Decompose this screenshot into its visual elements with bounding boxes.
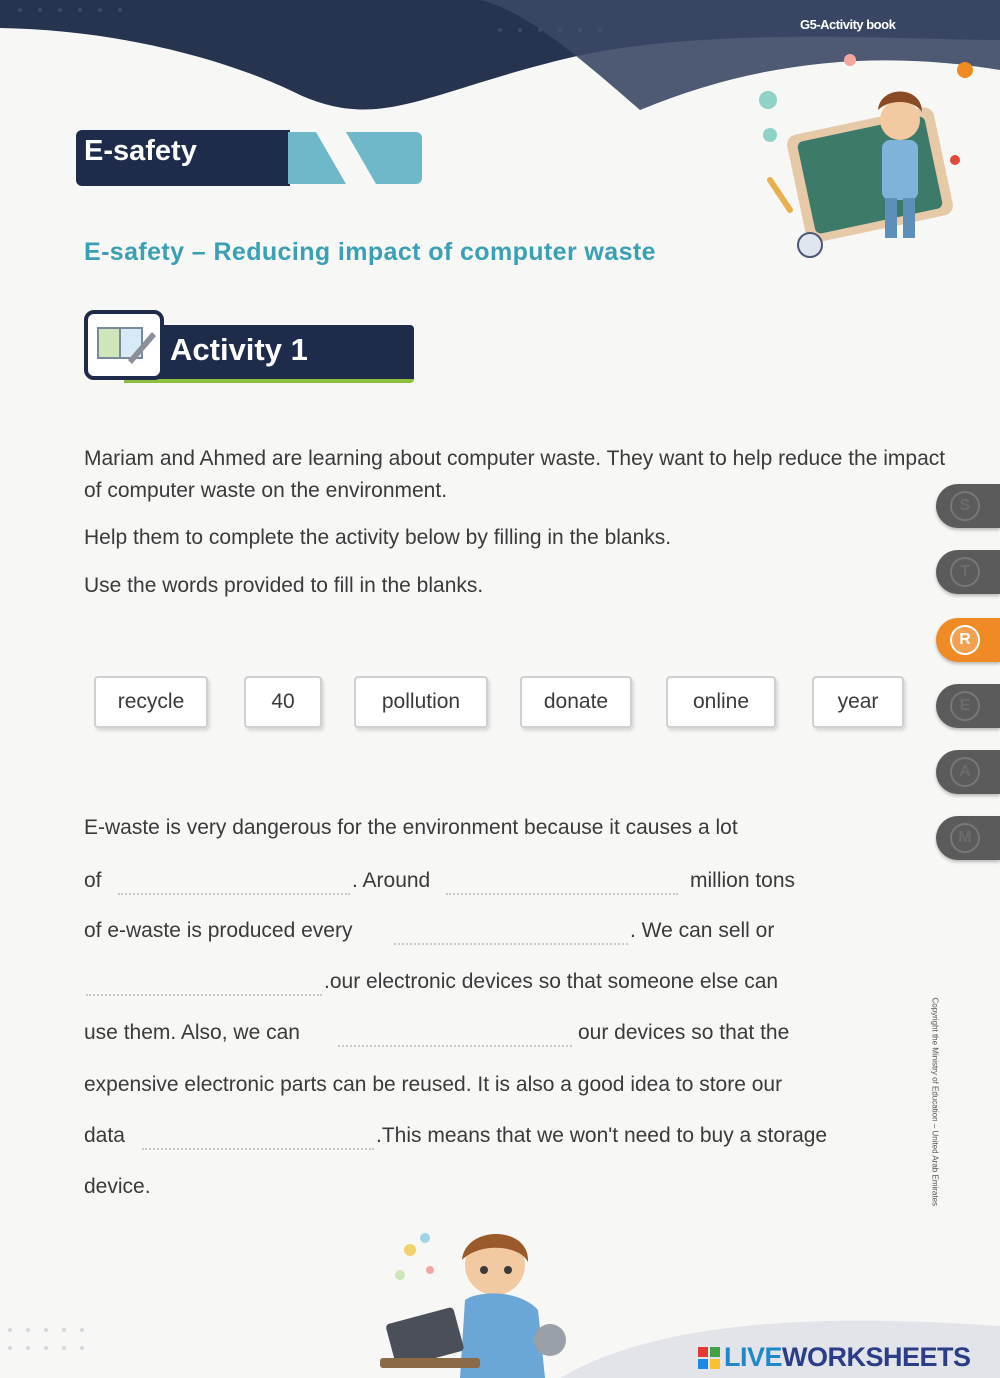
passage-line: E-waste is very dangerous for the environment because it causes a lot — [84, 816, 738, 839]
blank-field[interactable] — [338, 1043, 572, 1047]
notebook-pencil-icon — [84, 310, 164, 380]
tab-t[interactable]: T — [936, 550, 1000, 594]
word-card[interactable]: year — [812, 676, 904, 728]
blank-field[interactable] — [86, 992, 322, 996]
topic-header — [76, 130, 346, 186]
copyright-note: Copyright the Ministry of Education – United Arab Emirates — [930, 997, 940, 1207]
brand-part-worksheets: WORKSHEETS — [782, 1342, 971, 1372]
tab-r[interactable]: R — [936, 618, 1000, 662]
tab-s[interactable]: S — [936, 484, 1000, 528]
activity-header — [84, 310, 416, 382]
teacher-chalkboard-illustration — [750, 40, 990, 270]
passage-text: of e-waste is produced every — [84, 919, 353, 942]
instruction-2: Use the words provided to fill in the blanks. — [84, 574, 484, 597]
blank-field[interactable] — [142, 1146, 374, 1150]
liveworksheets-logo-icon — [698, 1347, 720, 1369]
passage-text: .This means that we won't need to buy a storage — [376, 1124, 828, 1147]
instruction-1: Help them to complete the activity below by filling in the blanks. — [84, 526, 672, 549]
tab-a[interactable]: A — [936, 750, 1000, 794]
passage-text: data — [84, 1124, 125, 1147]
passage-text: million tons — [690, 869, 796, 892]
lesson-subtitle: E-safety – Reducing impact of computer waste — [84, 238, 656, 266]
boy-laptop-illustration — [370, 1220, 570, 1378]
activity-title: Activity 1 — [170, 332, 308, 367]
word-card[interactable]: 40 — [244, 676, 322, 728]
tab-e[interactable]: E — [936, 684, 1000, 728]
word-card[interactable]: pollution — [354, 676, 488, 728]
word-card[interactable]: online — [666, 676, 776, 728]
passage-text: . We can sell or — [630, 919, 775, 942]
blank-field[interactable] — [118, 891, 350, 895]
tab-m[interactable]: M — [936, 816, 1000, 860]
topic-title: E-safety — [84, 135, 197, 167]
passage-text: .our electronic devices so that someone else can — [324, 970, 779, 993]
blank-field[interactable] — [394, 941, 628, 945]
brand-part-live: LIVE — [724, 1342, 783, 1372]
passage-line: device. — [84, 1175, 151, 1198]
liveworksheets-brand — [698, 1340, 998, 1374]
blank-field[interactable] — [446, 891, 678, 895]
passage-text: . Around — [352, 869, 431, 892]
intro-paragraph: Mariam and Ahmed are learning about computer waste. They want to help reduce the impact of computer waste on the environment. — [84, 447, 946, 502]
passage-text: our devices so that the — [578, 1021, 790, 1044]
passage-text: use them. Also, we can — [84, 1021, 300, 1044]
word-card[interactable]: recycle — [94, 676, 208, 728]
passage-text: of — [84, 869, 102, 892]
passage-line: expensive electronic parts can be reused. It is also a good idea to store our — [84, 1073, 783, 1096]
word-card[interactable]: donate — [520, 676, 632, 728]
book-label: G5-Activity book — [800, 17, 896, 32]
